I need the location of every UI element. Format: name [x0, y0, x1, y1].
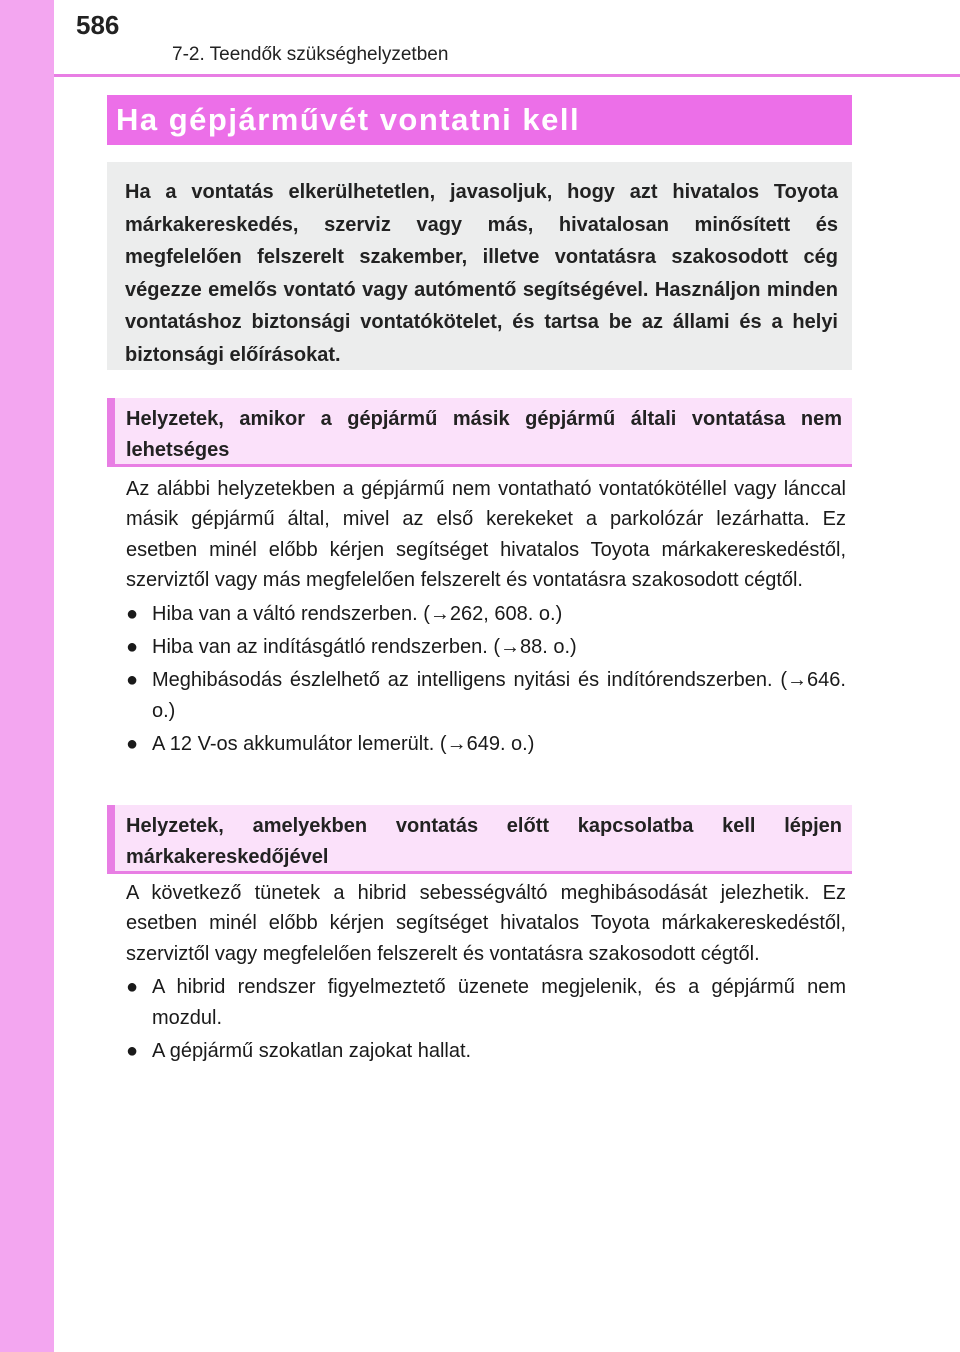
list-item	[126, 599, 846, 629]
list-item-text: A hibrid rendszer figyelmeztető üzenete megjelenik, és a gépjármű nem mozdul.	[152, 976, 846, 1029]
bullet-list	[126, 599, 846, 760]
list-item	[126, 632, 846, 662]
list-item-text: Meghibásodás észlelhető az intelligens nyitási és indítórendszerben. (→646. o.)	[152, 669, 846, 722]
bullet-icon: ●	[126, 733, 139, 756]
bullet-icon: ●	[126, 669, 139, 692]
list-item-text: A 12 V-os akkumulátor lemerült. (→649. o.)	[152, 733, 535, 756]
bullet-icon: ●	[126, 636, 139, 659]
bullet-list	[126, 972, 846, 1066]
page-number: 586	[76, 10, 120, 40]
intro-text: Ha a vontatás elkerülhetetlen, javasoljuk, hogy azt hivatalos Toyota márkakereskedés, szerviz vagy más, hivatalosan minősített és megfelelően felszerelt szakember, illetve vontatásra szakosodott cég végezze emelős vontató vagy autómentő segítségével. Használjon minden vontatáshoz biztonsági vontatókötelet, és tartsa be az állami és a helyi biztonsági előírásokat.	[125, 181, 838, 366]
list-item-text: Hiba van az indításgátló rendszerben. (→88. o.)	[152, 636, 577, 659]
intro-box	[107, 162, 852, 370]
paragraph: Az alábbi helyzetekben a gépjármű nem vontatható vontatókötéllel vagy lánccal másik gépjármű által, mivel az első kerekeket a parkolózár lezárhatta. Ez esetben minél előbb kérjen segítséget hivatalos Toyota márkakereskedéstől, szerviztől vagy más megfelelően felszerelt és vontatásra szakosodott cégtől.	[126, 478, 846, 592]
list-item-text: A gépjármű szokatlan zajokat hallat.	[152, 1040, 472, 1063]
paragraph: A következő tünetek a hibrid sebességváltó meghibásodását jelezhetik. Ez esetben minél előbb kérjen segítséget hivatalos Toyota márkakereskedéstől, szerviztől vagy megfelelően felszerelt és vontatásra szakosodott cégtől.	[126, 882, 846, 965]
list-item	[126, 729, 846, 759]
side-bar	[0, 0, 54, 1352]
list-item	[126, 665, 846, 726]
section-body-2	[126, 878, 846, 1066]
bullet-icon: ●	[126, 602, 139, 625]
list-item	[126, 1036, 846, 1066]
page-title: Ha gépjárművét vontatni kell	[107, 95, 852, 145]
chapter-title: 7-2. Teendők szükséghelyzetben	[172, 44, 449, 65]
section-heading-1	[107, 398, 852, 467]
list-item	[126, 972, 846, 1033]
list-item-text: Hiba van a váltó rendszerben. (→262, 608. o.)	[152, 602, 563, 625]
bullet-icon: ●	[126, 976, 139, 999]
header-divider	[54, 74, 960, 77]
section-heading-text: Helyzetek, amelyekben vontatás előtt kapcsolatba kell lépjen márkakereskedőjével	[126, 815, 842, 868]
section-heading-text: Helyzetek, amikor a gépjármű másik gépjármű általi vontatása nem lehetséges	[126, 408, 842, 461]
section-heading-2	[107, 805, 852, 874]
bullet-icon: ●	[126, 1040, 139, 1063]
section-body-1	[126, 474, 846, 760]
